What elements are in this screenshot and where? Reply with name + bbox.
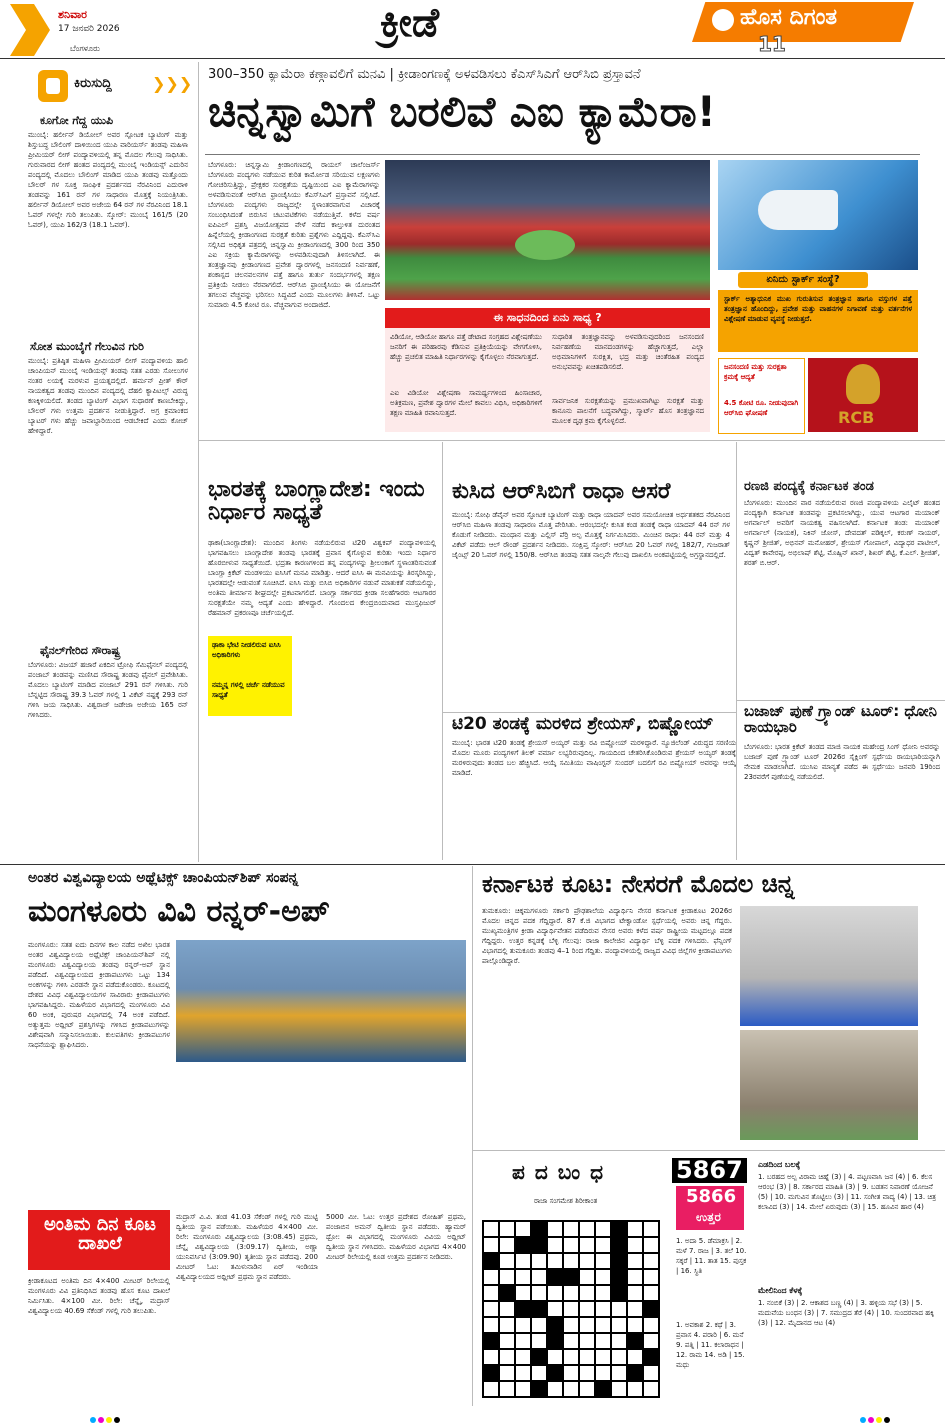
crossword-cell xyxy=(499,1317,515,1333)
crossword-cell xyxy=(499,1269,515,1285)
crossword-cell xyxy=(579,1253,595,1269)
camera-icon xyxy=(758,190,838,230)
masthead-city: ಬೆಂಗಳೂರು xyxy=(70,44,100,53)
lead-body: ಬೆಂಗಳೂರು: ಚಿನ್ನಸ್ವಾಮಿ ಕ್ರೀಡಾಂಗಣದಲ್ಲಿ ರಾಯಲ್ ಚಾಲೆಂಜರ್ಸ್ ಬೆಂಗಳೂರು ಪಂದ್ಯಗಳು ನಡೆಯುವ ಕುರಿತ ಕಾರ್ಮೋಡ ಸರಿಯುವ ಲಕ್ಷಣಗಳು ಗೋಚರಿಸುತ್ತಿದ್ದು, ಪ್ರೇಕ್ಷಕರ ಸುರಕ್ಷತೆಯ ದೃಷ್ಟಿಯಿಂದ ಎಐ ಕ್ಯಾಮೆರಾಗಳನ್ನು ಅಳವಡಿಸುವಂತೆ ಆರ್‌ಸಿಬಿ ಫ್ರಾಂಚೈಸಿಯು ಕೆಎಸ್‌ಸಿಎಗೆ ಪ್ರಸ್ತಾವನೆ ಸಲ್ಲಿಸಿದೆ. ಬೆಂಗಳೂರು ಪಂದ್ಯಗಳು ರಾಜ್ಯದಲ್ಲೇ ಸ್ಥಳಾಂತರವಾಗುವ ವಿಚಾರಕ್ಕೆ ಸಂಬಂಧಿಸಿದಂತೆ ಬಿರುಸಿನ ಚಟುವಟಿಕೆಗಳು ನಡೆಯುತ್ತಿವೆ. ಕಳೆದ ವರ್ಷ ಐಪಿಎಲ್ ಪ್ರಶಸ್ತಿ ವಿಜಯೋತ್ಸವದ ವೇಳೆ ನಡೆದ ಕಾಲ್ತುಳಿತ ದುರಂತದ ಹಿನ್ನೆಲೆಯಲ್ಲಿ ಕ್ರೀಡಾಂಗಣದ ಸುರಕ್ಷತೆ ಕುರಿತು ಪ್ರಶ್ನೆಗಳು ಎದ್ದಿದ್ದವು. ಕೆಎಸ್‌ಸಿಎ ಸಲ್ಲಿಸಿದ ಅಧಿಕೃತ ಪತ್ರದಲ್ಲಿ ಚಿನ್ನಸ್ವಾಮಿ ಕ್ರೀಡಾಂಗಣದಲ್ಲಿ 300 ರಿಂದ 350 ಎಐ ಸಕ್ರಿಯ ಕ್ಯಾಮೆರಾಗಳನ್ನು ಅಳವಡಿಸುವುದಾಗಿ ತಿಳಿಸಲಾಗಿದೆ. ಈ ತಂತ್ರಜ್ಞಾನವು ಕ್ರೀಡಾಂಗಣದ ಪ್ರವೇಶ ದ್ವಾರಗಳಲ್ಲಿ ಜನಸಂದಣಿ ನಿರ್ವಹಣೆ, ಶಂಕಾಸ್ಪದ ಚಲನವಲನಗಳ ಪತ್ತೆ ಹಾಗೂ ತುರ್ತು ಸಂದರ್ಭಗಳಲ್ಲಿ ತಕ್ಷಣ ಪ್ರತಿಕ್ರಿಯೆ ನೀಡಲು ನೆರವಾಗಲಿದೆ. ಆರ್‌ಸಿಬಿ ಫ್ರಾಂಚೈಸಿಯು ಈ ಯೋಜನೆಗೆ ತಗಲುವ ವೆಚ್ಚವನ್ನು ಭರಿಸಲು ಸಿದ್ಧವಿದೆ ಎಂದು ಮೂಲಗಳು ತಿಳಿಸಿವೆ. ಒಟ್ಟು ಸುಮಾರು 4.5 ಕೋಟಿ ರೂ. ವೆಚ್ಚವಾಗುವ ಅಂದಾಜಿದೆ. xyxy=(208,161,380,309)
masthead-day: ಶನಿವಾರ xyxy=(58,8,87,21)
puzzle-title: ಪದಬಂಧ xyxy=(512,1160,614,1184)
masthead-logo-chevron xyxy=(10,4,50,56)
crossword-cell xyxy=(579,1221,595,1237)
crossword-cell xyxy=(611,1269,627,1285)
crossword-cell xyxy=(531,1301,547,1317)
crossword-cell xyxy=(579,1285,595,1301)
crossword-cell xyxy=(531,1317,547,1333)
crossword-cell xyxy=(515,1349,531,1365)
crossword-cell xyxy=(627,1365,643,1381)
crossword-cell xyxy=(611,1221,627,1237)
ai-camera-photo xyxy=(718,160,918,270)
crossword-cell xyxy=(563,1301,579,1317)
ath-body-col2: ಮದ್ರಾಸ್ ವಿ.ವಿ. ತಂಡ 41.03 ಸೆಕೆಂಡ್ ಗಳಲ್ಲಿ ಗುರಿ ಮುಟ್ಟಿ ದ್ವಿತೀಯ ಸ್ಥಾನ ಪಡೆಯಿತು. ಮಹಿಳೆಯರ 4×400 ಮೀ. ರಿಲೇ: ಮಂಗಳೂರು ವಿಶ್ವವಿದ್ಯಾಲಯ (3:08.45) ಪ್ರಥಮ, ಚೆನ್ನೈ ವಿಶ್ವವಿದ್ಯಾಲಯ (3:09.17) ದ್ವಿತೀಯ, ಅಣ್ಣಾ ಯುನಿವರ್ಸಿಟಿ (3:09.90) ತೃತೀಯ ಸ್ಥಾನ ಪಡೆದವು. 200 ಮೀಟರ್ ಓಟ: ತಮಿಳುನಾಡಿನ ಏರ್ ಇಂಡಿಯಾ ವಿಶ್ವವಿದ್ಯಾಲಯದ ಅಥ್ಲೀಟ್ ಪ್ರಥಮ ಸ್ಥಾನ ಪಡೆದರು. xyxy=(176,1213,318,1281)
crossword-cell xyxy=(515,1285,531,1301)
crossword-cell xyxy=(531,1365,547,1381)
crossword-cell xyxy=(531,1285,547,1301)
crossword-cell xyxy=(563,1317,579,1333)
crossword-cell xyxy=(563,1285,579,1301)
crossword-cell xyxy=(627,1301,643,1317)
crossword-cell xyxy=(611,1285,627,1301)
crossword-cell xyxy=(499,1221,515,1237)
crossword-cell xyxy=(611,1333,627,1349)
crossword-cell xyxy=(563,1253,579,1269)
bullet-2: 4.5 ಕೋಟಿ ರೂ. ನೀಡುವುದಾಗಿ ಆರ್‌ಸಿಬಿ ಘೋಷಣೆ xyxy=(724,399,799,417)
crossword-cell xyxy=(547,1237,563,1253)
crossword-cell xyxy=(483,1237,499,1253)
crossword-cell xyxy=(531,1381,547,1397)
crossword-cell xyxy=(595,1221,611,1237)
dhoni-body: ಬೆಂಗಳೂರು: ಭಾರತ ಕ್ರಿಕೆಟ್ ತಂಡದ ಮಾಜಿ ನಾಯಕ ಮಹೇಂದ್ರ ಸಿಂಗ್ ಧೋನಿ ಅವರನ್ನು ಬಜಾಜ್ ಪುಣೆ ಗ್ರ್ಯಾಂಡ್ ಟೂರ್ 2026ರ ಸೈಕ್ಲಿಂಗ್ ಸ್ಪರ್ಧೆಯ ರಾಯಭಾರಿಯನ್ನಾಗಿ ನೇಮಕ ಮಾಡಲಾಗಿದೆ. ಯುಸಿಐ ಮಾನ್ಯತೆ ಪಡೆದ ಈ ಸ್ಪರ್ಧೆಯು ಜನವರಿ 19ರಿಂದ 23ರವರೆಗೆ ಪುಣೆಯಲ್ಲಿ ನಡೆಯಲಿದೆ. xyxy=(744,743,940,781)
crossword-cell xyxy=(499,1285,515,1301)
ath-headline: ಮಂಗಳೂರು ವಿವಿ ರನ್ನರ್-ಅಪ್ xyxy=(28,894,330,929)
kiru-story-2-title: ಸೋತ ಮುಂಬೈಗೆ ಗೆಲುವಿನ ಗುರಿ xyxy=(30,340,144,353)
stark-title: ಏನಿದು ಸ್ಟಾರ್ಕ್ ಸಂಸ್ಥೆ? xyxy=(738,272,868,288)
crossword-cell xyxy=(547,1349,563,1365)
kiru-story-2-body: ಮುಂಬೈ: ಪ್ರತಿಷ್ಠಿತ ಮಹಿಳಾ ಪ್ರೀಮಿಯರ್ ಲೀಗ್ ಪಂದ್ಯಾವಳಿಯ ಹಾಲಿ ಚಾಂಪಿಯನ್ ಮುಂಬೈ ಇಂಡಿಯನ್ಸ್ ತಂಡವು ಸತತ ಎರಡು ಸೋಲುಗಳ ನಂತರ ಲಯಕ್ಕೆ ಮರಳುವ ಪ್ರಯತ್ನದಲ್ಲಿದೆ. ಹರ್ಮನ್ ಪ್ರೀತ್ ಕೌರ್ ನಾಯಕತ್ವದ ತಂಡವು ಮುಂದಿನ ಪಂದ್ಯದಲ್ಲಿ ದೆಹಲಿ ಕ್ಯಾಪಿಟಲ್ಸ್ ವಿರುದ್ಧ ಕಣಕ್ಕಿಳಿಯಲಿದೆ. ತಂಡದ ಬ್ಯಾಟಿಂಗ್ ವಿಭಾಗ ಸುಧಾರಣೆ ಕಾಣಬೇಕಿದ್ದು, ಬೌಲರ್ ಗಳು ಉತ್ತಮ ಪ್ರದರ್ಶನ ನೀಡುತ್ತಿದ್ದಾರೆ. ಅಗ್ರ ಕ್ರಮಾಂಕದ ಬ್ಯಾಟರ್ ಗಳು ಹೆಚ್ಚು ಜವಾಬ್ದಾರಿಯಿಂದ ಆಡಬೇಕಿದೆ ಎಂದು ಕೋಚ್ ಹೇಳಿದ್ದಾರೆ. xyxy=(28,357,188,435)
crossword-cell xyxy=(595,1349,611,1365)
crossword-cell xyxy=(579,1333,595,1349)
stark-body: ಸ್ಟಾರ್ಕ್ ಅತ್ಯಾಧುನಿಕ ಮುಖ ಗುರುತಿಸುವ ತಂತ್ರಜ್ಞಾನ ಹಾಗೂ ವಸ್ತುಗಳ ಪತ್ತೆ ತಂತ್ರಜ್ಞಾನ ಹೊಂದಿದ್ದು, ಪ್ರವೇಶ ಮತ್ತು ವಾಹನಗಳ ನಿಗಾವಣೆ ಮತ್ತು ವರ್ತನೆಗಳ ವಿಶ್ಲೇಷಣೆ ಮಾಡುವ ವ್ಯವಸ್ಥೆ ನೀಡುತ್ತದೆ. xyxy=(724,295,912,323)
crossword-cell xyxy=(627,1285,643,1301)
crossword-cell xyxy=(627,1317,643,1333)
ban-box-2: ನಮ್ಮನ್ನ ಗಳಲ್ಲಿ ಚರ್ಚೆ ನಡೆಯುವ ಸಾಧ್ಯತೆ xyxy=(212,681,285,699)
crossword-cell xyxy=(595,1301,611,1317)
crossword-cell xyxy=(627,1349,643,1365)
dhoni-headline: ಬಜಾಜ್ ಪುಣೆ ಗ್ರ್ಯಾಂಡ್ ಟೂರ್: ಧೋನಿ ರಾಯಭಾರಿ xyxy=(744,702,937,736)
crossword-cell xyxy=(579,1301,595,1317)
crossword-cell xyxy=(547,1365,563,1381)
crossword-cell xyxy=(627,1269,643,1285)
crossword-cell xyxy=(547,1333,563,1349)
crossword-cell xyxy=(515,1317,531,1333)
info-title: ಈ ಸಾಧನದಿಂದ ಏನು ಸಾಧ್ಯ ? xyxy=(385,308,710,328)
crossword-cell xyxy=(515,1381,531,1397)
crossword-cell xyxy=(595,1333,611,1349)
crossword-cell xyxy=(611,1381,627,1397)
rcb-body: ಮುಂಬೈ: ಸೋಫಿ ಡೆವೈನ್ ಅವರ ಸ್ಫೋಟಕ ಬ್ಯಾಟಿಂಗ್ ಮತ್ತು ರಾಧಾ ಯಾದವ್ ಅವರ ಸಮಯೋಚಿತ ಅರ್ಧಶತಕದ ನೆರವಿನಿಂದ ಆರ್‌ಸಿಬಿ ಮಹಿಳಾ ತಂಡವು ಸಾಧಾರಣ ಮೊತ್ತ ಪೇರಿಸಿತು. ಆರಂಭದಲ್ಲೇ ಕುಸಿತ ಕಂಡ ತಂಡಕ್ಕೆ ರಾಧಾ ಯಾದವ್ 44 ರನ್ ಗಳ ಕೊಡುಗೆ ನೀಡಿದರು. ಮಂಧಾನ ಮತ್ತು ಎಲ್ಲಿಸ್ ಪೆರ್ರಿ ಅಲ್ಪ ಮೊತ್ತಕ್ಕೆ ನಿರ್ಗಮಿಸಿದರು. ಮಿಂಚಿನ ರಾಧಾ: 44 ರನ್ ಮತ್ತು 4 ವಿಕೆಟ್ ಪಡೆದು ಆಲ್ ರೌಂಡ್ ಪ್ರದರ್ಶನ ನೀಡಿದರು. ಸಂಕ್ಷಿಪ್ತ ಸ್ಕೋರ್: ಆರ್‌ಸಿಬಿ 20 ಓವರ್ ಗಳಲ್ಲಿ 182/7, ಗುಜರಾತ್ ಜೈಂಟ್ಸ್ 20 ಓವರ್ ಗಳಲ್ಲಿ 150/8. ಆರ್‌ಸಿಬಿ ತಂಡವು ಸತತ ನಾಲ್ಕನೇ ಗೆಲುವು ದಾಖಲಿಸಿ ಅಂಕಪಟ್ಟಿಯಲ್ಲಿ ಅಗ್ರಸ್ಥಾನದಲ್ಲಿದೆ. xyxy=(452,511,730,559)
crossword-cell xyxy=(643,1301,659,1317)
prev-number: 5866 xyxy=(686,1186,737,1207)
crossword-cell xyxy=(547,1269,563,1285)
athletes-group-photo xyxy=(176,940,466,1062)
crossword-grid xyxy=(482,1220,660,1398)
ban-headline: ಭಾರತಕ್ಕೆ ಬಾಂಗ್ಲಾದೇಶ: ಇಂದು ನಿರ್ಧಾರ ಸಾಧ್ಯತೆ xyxy=(208,477,425,526)
answer-across: 1. ಅವಕಾಶ 2. ಕಥೆ | 3. ಪ್ರವಾಸ 4. ಪರಾರಿ | 6. ಮನೆ 9. ಪತ್ನಿ | 11. ಕಲಾರಾಧನ | 12. ರಾಮ 14. ಅಡಿ | 15. ಮಧು xyxy=(676,1321,745,1369)
kiru-story-3-body: ಬೆಂಗಳೂರು: ವಿಜಯ್ ಹಜಾರೆ ಏಕದಿನ ಟ್ರೋಫಿ ಸೆಮಿಫೈನಲ್ ಪಂದ್ಯದಲ್ಲಿ ಪಂಜಾಬ್ ತಂಡವನ್ನು ಮಣಿಸಿದ ಸೌರಾಷ್ಟ್ರ ತಂಡವು ಫೈನಲ್ ಪ್ರವೇಶಿಸಿತು. ಮೊದಲು ಬ್ಯಾಟಿಂಗ್ ಮಾಡಿದ ಪಂಜಾಬ್ 291 ರನ್ ಗಳಿಸಿತು. ಗುರಿ ಬೆನ್ನಟ್ಟಿದ ಸೌರಾಷ್ಟ್ರ 39.3 ಓವರ್ ಗಳಲ್ಲಿ 1 ವಿಕೆಟ್ ನಷ್ಟಕ್ಕೆ 293 ರನ್ ಗಳಿಸಿ ಜಯ ಸಾಧಿಸಿತು. ವಿಶ್ವರಾಜ್ ಜಡೇಜಾ ಅಜೇಯ 165 ರನ್ ಗಳಿಸಿದರು. xyxy=(28,661,188,719)
crossword-cell xyxy=(531,1349,547,1365)
crossword-cell xyxy=(611,1253,627,1269)
crossword-cell xyxy=(483,1333,499,1349)
crossword-cell xyxy=(643,1285,659,1301)
crossword-cell xyxy=(531,1237,547,1253)
crossword-cell xyxy=(611,1301,627,1317)
crossword-cell xyxy=(483,1253,499,1269)
crossword-cell xyxy=(547,1301,563,1317)
masthead-date: 17 ಜನವರಿ 2026 xyxy=(58,24,120,34)
crossword-cell xyxy=(563,1333,579,1349)
stadium-photo xyxy=(385,160,710,300)
kiru-story-1-title: ಕೂಗೋ ಗೆದ್ದ ಯುಪಿ xyxy=(40,114,114,127)
kiru-story-1-body: ಮುಂಬೈ: ಹರ್ಲೀನ್ ಡಿಯೋಲ್ ಅವರ ಸ್ಪೋಟಕ ಬ್ಯಾಟಿಂಗ್ ಮತ್ತು ಶಿಸ್ತುಬದ್ಧ ಬೌಲಿಂಗ್ ದಾಳಿಯಿಂದ ಯುಪಿ ವಾರಿಯರ್ಸ್ ತಂಡವು ಮಹಿಳಾ ಪ್ರೀಮಿಯರ್ ಲೀಗ್ ಪಂದ್ಯಾವಳಿಯಲ್ಲಿ ತನ್ನ ಮೊದಲ ಗೆಲುವು ಸಾಧಿಸಿತು. ಗುರುವಾರದ ಲೀಗ್ ಹಂತದ ಪಂದ್ಯದಲ್ಲಿ ಮುಂಬೈ ಇಂಡಿಯನ್ಸ್ ಎದುರಿನ ಪಂದ್ಯದಲ್ಲಿ ಮೊದಲು ಬೌಲಿಂಗ್ ಮಾಡಿದ ಯುಪಿ ತಂಡವು ಮತ್ತೊಂದು ಬೌಲರ್ ಗಳ ಸೂಕ್ತ ಸಾಂಘಿಕ ಪ್ರದರ್ಶನದ ನೆರವಿನಿಂದ ಎದುರಾಳಿ ತಂಡವನ್ನು 161 ರನ್ ಗಳ ಸಾಧಾರಣ ಮೊತ್ತಕ್ಕೆ ನಿಯಂತ್ರಿಸಿತು. ಹರ್ಲೀನ್ ಡಿಯೋಲ್ ಅವರ ಅಜೇಯ 64 ರನ್ ಗಳ ನೆರವಿನಿಂದ 18.1 ಓವರ್ ಗಳಲ್ಲೇ ಗುರಿ ತಲುಪಿತು. ಸ್ಕೋರ್: ಮುಂಬೈ 161/5 (20 ಓವರ್), ಯುಪಿ 162/3 (18.1 ಓವರ್). xyxy=(28,131,188,229)
crossword-cell xyxy=(611,1237,627,1253)
crossword-cell xyxy=(627,1221,643,1237)
crossword-cell xyxy=(483,1301,499,1317)
across-clues-title: ಮೇಲಿನಿಂದ ಕೆಳಕ್ಕೆ xyxy=(758,1286,803,1295)
crossword-cell xyxy=(563,1349,579,1365)
crossword-cell xyxy=(643,1349,659,1365)
crossword-cell xyxy=(499,1301,515,1317)
ath-body-col3: 5000 ಮೀ. ಓಟ: ಉತ್ತರ ಪ್ರದೇಶದ ರೋಹಿತ್ ಪ್ರಥಮ, ಪಂಜಾಬಿನ ಅಮನ್ ದ್ವಿತೀಯ ಸ್ಥಾನ ಪಡೆದರು. ಹ್ಯಾಮರ್ ಥ್ರೋ: ಈ ವಿಭಾಗದಲ್ಲಿ ಮಂಗಳೂರು ವಿವಿಯ ಅಥ್ಲೀಟ್ ದ್ವಿತೀಯ ಸ್ಥಾನ ಗಳಿಸಿದರು. ಮಹಿಳೆಯರ ವಿಭಾಗದ 4×400 ಮೀಟರ್ ರಿಲೇಯಲ್ಲಿ ಕೂಡ ಉತ್ತಮ ಪ್ರದರ್ಶನ ನೀಡಿದರು. xyxy=(326,1213,466,1261)
crossword-cell xyxy=(531,1269,547,1285)
crossword-cell xyxy=(499,1333,515,1349)
crossword-cell xyxy=(579,1237,595,1253)
info-point-3: ಎಐ ವಿಡಿಯೋ ವಿಶ್ಲೇಷಣಾ ಸಾಮರ್ಥ್ಯಗಳಿಂದ ಹಿಂಸಾಚಾರ, ಅತಿಕ್ರಮಣ, ಪ್ರವೇಶ ದ್ವಾರಗಳ ಮೇಲೆ ಕಾವಲು ವಿಧಿಸಿ, ಅಧಿಕಾರಿಗಳಿಗೆ ತಕ್ಷಣ ಮಾಹಿತಿ ರವಾನಿಸುತ್ತದೆ. xyxy=(390,389,542,417)
crossword-cell xyxy=(515,1333,531,1349)
crossword-cell xyxy=(627,1333,643,1349)
crossword-cell xyxy=(483,1269,499,1285)
crossword-cell xyxy=(483,1365,499,1381)
page-number: 11 xyxy=(758,32,786,56)
fencing-photo xyxy=(740,1030,918,1140)
crossword-cell xyxy=(563,1381,579,1397)
print-marks xyxy=(90,1408,122,1427)
crossword-cell xyxy=(579,1317,595,1333)
crossword-cell xyxy=(611,1365,627,1381)
stadium-pitch xyxy=(515,230,575,260)
crossword-cell xyxy=(499,1237,515,1253)
kg-headline: ಕರ್ನಾಟಕ ಕೂಟ: ನೇಸರಗೆ ಮೊದಲ ಚಿನ್ನ xyxy=(482,870,795,898)
crossword-cell xyxy=(579,1269,595,1285)
down-clues-title: ಎಡದಿಂದ ಬಲಕ್ಕೆ xyxy=(758,1160,801,1169)
crossword-cell xyxy=(595,1253,611,1269)
info-point-2: ಸುಧಾರಿತ ತಂತ್ರಜ್ಞಾನವನ್ನು ಅಳವಡಿಸುವುದರಿಂದ ಜನಸಂದಣಿ ನಿರ್ವಹಣೆಯ ಮಾನದಂಡಗಳನ್ನು ಹೆಚ್ಚಾಗುತ್ತದೆ, ಎಲ್ಲಾ ಅಭಿಮಾನಿಗಳಿಗೆ ಸುರಕ್ಷಿತ, ಭದ್ರ ಮತ್ತು ಚಿಂತೆರಹಿತ ಪಂದ್ಯದ ಅನುಭವವನ್ನು ಖಚಿತಪಡಿಸಲಿದೆ. xyxy=(552,333,704,371)
crossword-cell xyxy=(595,1365,611,1381)
kiru-label: ಕಿರುಸುದ್ದಿ xyxy=(74,76,112,91)
paper-name: ಹೊಸ ದಿಗಂತ xyxy=(740,5,838,30)
rcb-lion-icon xyxy=(846,364,880,404)
hand-icon xyxy=(46,78,60,94)
crossword-cell xyxy=(563,1365,579,1381)
kg-body: ತುಮಕೂರು: ಚಿಕ್ಕಮಗಳೂರು ಸರ್ಕಾರಿ ಪ್ರೌಢಶಾಲೆಯ ವಿದ್ಯಾರ್ಥಿನಿ ನೇಸರ ಕರ್ನಾಟಕ ಕ್ರೀಡಾಕೂಟ 2026ರ ಮೊದಲ ಚಿನ್ನದ ಪದಕ ಗೆದ್ದಿದ್ದಾರೆ. 87 ಕೆ.ಜಿ ವಿಭಾಗದ ಟೇಕ್ವಾಂಡೋ ಸ್ಪರ್ಧೆಯಲ್ಲಿ ಅವರು ಚಿನ್ನ ಗೆದ್ದರು. ಮುಖ್ಯಮಂತ್ರಿಗಳ ಕ್ರೀಡಾ ವಿದ್ಯಾರ್ಥಿವೇತನ ಪಡೆದಿರುವ ನೇಸರ ಅವರು ಕಳೆದ ವರ್ಷ ರಾಷ್ಟ್ರೀಯ ಮಟ್ಟದಲ್ಲೂ ಪದಕ ಗೆದ್ದಿದ್ದರು. ಉತ್ತರ ಕನ್ನಡಕ್ಕೆ ಬೆಳ್ಳಿ ಗೆಲುವು: ರಾಜಾ ಕಾಲೇಜಿನ ವಿದ್ಯಾರ್ಥಿ ಬೆಳ್ಳಿ ಪದಕ ಗಳಿಸಿದರು. ಫೆನ್ಸಿಂಗ್ ವಿಭಾಗದಲ್ಲಿ ತುಮಕೂರು ತಂಡವು 4–1 ರಿಂದ ಗೆದ್ದಿತು. ಪಂದ್ಯಾವಳಿಯಲ್ಲಿ ರಾಜ್ಯದ ವಿವಿಧ ಜಿಲ್ಲೆಗಳ ಕ್ರೀಡಾಪಟುಗಳು ಪಾಲ್ಗೊಂಡಿದ್ದಾರೆ. xyxy=(482,907,732,965)
answer-down: 1. ಅದಾ 5. ಡೆಮಾಕ್ರಸಿ | 2. ಮಳೆ 7. ರಾಜ | 3. ತಲೆ 10. ಸಕ್ಕರೆ | 11. ತಾತ 15. ಪುಸ್ತಕ | 16. ಸ್ಥಿತಿ xyxy=(676,1237,747,1275)
crossword-cell xyxy=(483,1381,499,1397)
ranaji-headline: ರಣಜಿ ಪಂದ್ಯಕ್ಕೆ ಕರ್ನಾಟಕ ತಂಡ xyxy=(744,479,874,494)
crossword-cell xyxy=(579,1381,595,1397)
crossword-cell xyxy=(643,1381,659,1397)
crossword-cell xyxy=(595,1285,611,1301)
crossword-cell xyxy=(547,1221,563,1237)
ath-body-col1: ಮಂಗಳೂರು: ಸತತ ಐದು ದಿನಗಳ ಕಾಲ ನಡೆದ ಅಖಿಲ ಭಾರತ ಅಂತರ ವಿಶ್ವವಿದ್ಯಾಲಯ ಅಥ್ಲೆಟಿಕ್ಸ್ ಚಾಂಪಿಯನ್‌ಶಿಪ್ ನಲ್ಲಿ ಮಂಗಳೂರು ವಿಶ್ವವಿದ್ಯಾಲಯ ತಂಡವು ರನ್ನರ್-ಅಪ್ ಸ್ಥಾನ ಪಡೆದಿದೆ. ವಿಶ್ವವಿದ್ಯಾಲಯದ ಕ್ರೀಡಾಪಟುಗಳು ಒಟ್ಟು 134 ಅಂಕಗಳನ್ನು ಗಳಿಸಿ ಎರಡನೇ ಸ್ಥಾನ ಪಡೆದುಕೊಂಡರು. ಕೂಟದಲ್ಲಿ ದೇಶದ ವಿವಿಧ ವಿಶ್ವವಿದ್ಯಾಲಯಗಳ ಸಾವಿರಾರು ಕ್ರೀಡಾಪಟುಗಳು ಭಾಗವಹಿಸಿದ್ದರು. ಮಹಿಳೆಯರ ವಿಭಾಗದಲ್ಲಿ ಮಂಗಳೂರು ವಿವಿ 60 ಅಂಕ, ಪುರುಷರ ವಿಭಾಗದಲ್ಲಿ 74 ಅಂಕ ಪಡೆದಿದೆ. ಅತ್ಯುತ್ತಮ ಅಥ್ಲೀಟ್ ಪ್ರಶಸ್ತಿಗಳನ್ನು ಗಳಿಸಿದ ಕ್ರೀಡಾಪಟುಗಳನ್ನು ವಿಶೇಷವಾಗಿ ಸನ್ಮಾನಿಸಲಾಯಿತು. ಕುಲಪತಿಗಳು ಕ್ರೀಡಾಪಟುಗಳ ಸಾಧನೆಯನ್ನು ಶ್ಲಾಘಿಸಿದರು. xyxy=(28,941,170,1049)
crossword-cell xyxy=(611,1317,627,1333)
shreyas-body: ಮುಂಬೈ: ಭಾರತ ಟಿ20 ತಂಡಕ್ಕೆ ಶ್ರೇಯಸ್ ಅಯ್ಯರ್ ಮತ್ತು ರವಿ ಬಿಷ್ಣೋಯ್ ಮರಳಿದ್ದಾರೆ. ನ್ಯೂಜಿಲೆಂಡ್ ವಿರುದ್ಧದ ಸರಣಿಯ ಮೊದಲ ಮೂರು ಪಂದ್ಯಗಳಿಗೆ ತಿಲಕ್ ವರ್ಮಾ ಲಭ್ಯರಿರುವುದಿಲ್ಲ. ಗಾಯದಿಂದ ಚೇತರಿಸಿಕೊಂಡಿರುವ ಶ್ರೇಯಸ್ ಅಯ್ಯರ್ ತಂಡಕ್ಕೆ ಮರಳಿರುವುದು ತಂಡದ ಬಲ ಹೆಚ್ಚಿಸಿದೆ. ಆಯ್ಕೆ ಸಮಿತಿಯು ವಾಷಿಂಗ್ಟನ್ ಸುಂದರ್ ಬದಲಿಗೆ ರವಿ ಬಿಷ್ಣೋಯ್ ಅವರನ್ನು ಆಯ್ಕೆ ಮಾಡಿದೆ. xyxy=(452,739,736,777)
ban-body: ಢಾಕಾ(ಬಾಂಗ್ಲಾದೇಶ): ಮುಂದಿನ ತಿಂಗಳು ನಡೆಯಲಿರುವ ಟಿ20 ವಿಶ್ವಕಪ್ ಪಂದ್ಯಾವಳಿಯಲ್ಲಿ ಭಾಗವಹಿಸಲು ಬಾಂಗ್ಲಾದೇಶ ತಂಡವು ಭಾರತಕ್ಕೆ ಪ್ರವಾಸ ಕೈಗೊಳ್ಳುವ ಕುರಿತು ಇಂದು ನಿರ್ಧಾರ ಹೊರಬೀಳುವ ಸಾಧ್ಯತೆಯಿದೆ. ಭದ್ರತಾ ಕಾರಣಗಳಿಂದ ತನ್ನ ಪಂದ್ಯಗಳನ್ನು ಶ್ರೀಲಂಕಾಗೆ ಸ್ಥಳಾಂತರಿಸುವಂತೆ ಬಾಂಗ್ಲಾ ಕ್ರಿಕೆಟ್ ಮಂಡಳಿಯು ಐಸಿಸಿಗೆ ಮನವಿ ಮಾಡಿತ್ತು. ಆದರೆ ಐಸಿಸಿ ಈ ಮನವಿಯನ್ನು ತಿರಸ್ಕರಿಸಿದ್ದು, ಭಾರತದಲ್ಲೇ ಆಡುವಂತೆ ಸೂಚಿಸಿದೆ. ಐಸಿಸಿ ಮತ್ತು ಬಿಸಿಬಿ ಅಧಿಕಾರಿಗಳ ನಡುವೆ ಮಾತುಕತೆ ನಡೆಯಲಿದ್ದು, ಅಂತಿಮ ತೀರ್ಮಾನ ಶೀಘ್ರದಲ್ಲೇ ಪ್ರಕಟವಾಗಲಿದೆ. ಬಾಂಗ್ಲಾ ಸರ್ಕಾರದ ಕ್ರೀಡಾ ಸಲಹೆಗಾರರು ಆಟಗಾರರ ಸುರಕ್ಷತೆಯೇ ನಮ್ಮ ಆದ್ಯತೆ ಎಂದು ಹೇಳಿದ್ದಾರೆ. ಗೊಂದಲದ ಕೇಂದ್ರಬಿಂದುವಾದ ಮುಸ್ತಫಿಜುರ್ ರೆಹಮಾನ್ ಪ್ರಕರಣವೂ ಚರ್ಚೆಯಲ್ಲಿದೆ. xyxy=(208,539,436,617)
crossword-cell xyxy=(595,1381,611,1397)
crossword-cell xyxy=(579,1349,595,1365)
crossword-cell xyxy=(643,1333,659,1349)
rcb-logo xyxy=(808,358,918,432)
crossword-cell xyxy=(531,1333,547,1349)
info-point-4: ಸಾರ್ವಜನಿಕ ಸುರಕ್ಷತೆಯನ್ನು ಪ್ರಮುಖವಾಗಿಟ್ಟು ಸುರಕ್ಷತೆ ಮತ್ತು ಕಾನೂನು ಪಾಲನೆಗೆ ಬದ್ಧವಾಗಿದ್ದು, ಸ್ಮಾರ್ಟ್ ಹೊಸ ತಂತ್ರಜ್ಞಾನದ ಮೂಲಕ ದೃಢ ಕ್ರಮ ಕೈಗೊಳ್ಳಲಿದೆ. xyxy=(552,397,704,425)
crossword-cell xyxy=(483,1221,499,1237)
crossword-cell xyxy=(595,1269,611,1285)
ath-kicker: ಅಂತರ ವಿಶ್ವವಿದ್ಯಾಲಯ ಅಥ್ಲೆಟಿಕ್ಸ್ ಚಾಂಪಿಯನ್‌ಶಿಪ್ ಸಂಪನ್ನ xyxy=(28,870,299,886)
crossword-cell xyxy=(547,1285,563,1301)
crossword-cell xyxy=(499,1365,515,1381)
bullet-1: ಜನಸಂದಣಿ ಮತ್ತು ಸುರಕ್ಷತಾ ಕ್ರಮಕ್ಕೆ ಆದ್ಯತೆ xyxy=(724,363,787,381)
crossword-cell xyxy=(515,1253,531,1269)
crossword-cell xyxy=(483,1349,499,1365)
crossword-cell xyxy=(547,1381,563,1397)
section-title: ಕ್ರೀಡೆ xyxy=(380,0,439,46)
crossword-cell xyxy=(515,1365,531,1381)
prev-label: ಉತ್ತರ xyxy=(696,1210,721,1224)
crossword-cell xyxy=(627,1253,643,1269)
ath-last-day-body: ಕ್ರೀಡಾಕೂಟದ ಅಂತಿಮ ದಿನ 4×400 ಮೀಟರ್ ರಿಲೇಯಲ್ಲಿ ಮಂಗಳೂರು ವಿವಿ ಪ್ರತಿನಿಧಿಸಿದ ತಂಡವು ಹೊಸ ಕೂಟ ದಾಖಲೆ ನಿರ್ಮಿಸಿತು. 4×100 ಮೀ. ರಿಲೇ: ಚೆನ್ನೈ, ಮದ್ರಾಸ್ ವಿಶ್ವವಿದ್ಯಾಲಯ 40.69 ಸೆಕೆಂಡ್ ಗಳಲ್ಲಿ ಗುರಿ ತಲುಪಿತು. xyxy=(28,1277,170,1315)
across-clues: 1. ನಂಬಿಕೆ (3) | 2. ಆಕಾಶದ ಬಣ್ಣ (4) | 3. ಹಳ್ಳಿಯ ಸಭೆ (3) | 5. ಮದುವೆಯ ಬಂಧನ (3) | 7. ಸಮುದ್ರದ ತೆರೆ (4) | 10. ಸುಂದರವಾದ ಹಕ್ಕಿ (3) | 12. ಮೈದಾನದ ಆಟ (4) xyxy=(758,1299,935,1327)
crossword-cell xyxy=(643,1237,659,1253)
crossword-cell xyxy=(595,1317,611,1333)
crossword-cell xyxy=(547,1317,563,1333)
ranaji-body: ಬೆಂಗಳೂರು: ಮುಂದಿನ ವಾರ ನಡೆಯಲಿರುವ ರಣಜಿ ಪಂದ್ಯಾವಳಿಯ ಎಲೈಟ್ ಹಂತದ ಪಂದ್ಯಕ್ಕಾಗಿ ಕರ್ನಾಟಕ ತಂಡವನ್ನು ಪ್ರಕಟಿಸಲಾಗಿದ್ದು, ಯುವ ಆಟಗಾರ ಮಯಾಂಕ್ ಅಗರ್ವಾಲ್ ಅವರಿಗೆ ನಾಯಕತ್ವ ವಹಿಸಲಾಗಿದೆ. ಕರ್ನಾಟಕ ತಂಡ: ಮಯಾಂಕ್ ಅಗರ್ವಾಲ್ (ನಾಯಕ), ನಿಕಿನ್ ಜೋಸ್, ದೇವದತ್ ಪಡಿಕ್ಕಲ್, ಕರುಣ್ ನಾಯರ್, ಕೃಷ್ಣನ್ ಶ್ರೀಜಿತ್, ಅಭಿನವ್ ಮನೋಹರ್, ಶ್ರೇಯಸ್ ಗೋಪಾಲ್, ವಿದ್ಯಾಧರ ಪಾಟೀಲ್, ವಿದ್ವತ್ ಕಾವೇರಪ್ಪ, ಅಭಿಲಾಷ್ ಶೆಟ್ಟಿ, ಮೊಹ್ಸಿನ್ ಖಾನ್, ಶಿಖರ್ ಶೆಟ್ಟಿ, ಕೆ.ಎಲ್. ಶ್ರೀಜಿತ್, ಶರತ್ ಬಿ.ಆರ್. xyxy=(744,499,940,567)
chevrons-icon: ❯❯❯ xyxy=(152,74,193,93)
shreyas-headline: ಟಿ20 ತಂಡಕ್ಕೆ ಮರಳಿದ ಶ್ರೇಯಸ್, ಬಿಷ್ಣೋಯ್ xyxy=(452,714,714,734)
crossword-cell xyxy=(547,1253,563,1269)
crossword-cell xyxy=(643,1253,659,1269)
crossword-cell xyxy=(579,1365,595,1381)
crossword-cell xyxy=(531,1221,547,1237)
puzzle-author: ರಾಜಾ ಸಂಗಮೇಶ ಶಿರೀಕಾಂತ xyxy=(534,1197,598,1205)
crossword-cell xyxy=(627,1381,643,1397)
crossword-cell xyxy=(483,1285,499,1301)
info-point-1: ವಿಡಿಯೋ, ಆಡಿಯೋ ಹಾಗೂ ಪತ್ತೆ ಡೇಟಾದ ಸಂಗ್ರಹದ ವಿಶ್ಲೇಷಣೆಯು ಜನರಿಗೆ ಈ ಪರಿಹಾರವು ಕೆಡಿಸುವ ಪ್ರತಿಕ್ರಿಯೆಯನ್ನು ವೇಗಗೊಳಿಸಿ, ಹೆಚ್ಚು ಪ್ರಚಲಿತ ಮಾಹಿತಿ ನಿರ್ಧಾರಗಳನ್ನು ಕೈಗೊಳ್ಳಲು ನೆರವಾಗುತ್ತದೆ. xyxy=(390,333,542,361)
lead-headline: ಚಿನ್ನಸ್ವಾಮಿಗೆ ಬರಲಿವೆ ಎಐ ಕ್ಯಾಮೆರಾ! xyxy=(208,87,716,136)
crossword-cell xyxy=(643,1317,659,1333)
lead-kicker: 300–350 ಕ್ಯಾಮೆರಾ ಕಣ್ಗಾವಲಿಗೆ ಮನವಿ | ಕ್ರೀಡಾಂಗಣಕ್ಕೆ ಅಳವಡಿಸಲು ಕೆಎಸ್‌ಸಿಎಗೆ ಆರ್‌ಸಿಬಿ ಪ್ರಸ್ತಾವನೆ xyxy=(208,67,641,82)
rcb-text: RCB xyxy=(838,408,875,427)
crossword-cell xyxy=(643,1221,659,1237)
crossword-cell xyxy=(595,1237,611,1253)
ath-last-day-title: ಅಂತಿಮ ದಿನ ಕೂಟ ದಾಖಲೆ xyxy=(43,1214,156,1254)
taekwondo-photo xyxy=(740,906,918,1026)
crossword-cell xyxy=(643,1269,659,1285)
crossword-cell xyxy=(563,1221,579,1237)
down-clues: 1. ಬರಹದ ಅಲ್ಪ ವಿರಾಮ ಚಿಹ್ನೆ (3) | 4. ಪಟ್ಟಣವಾಸಿ ಜನ (4) | 6. ಕೆಲಸ ಆರಂಭ (3) | 8. ಸರ್ಕಾರದ ಮಾಹಿತಿ (3) | 9. ಬಡತನ ನಿವಾರಣೆ ಯೋಜನೆ (5) | 10. ಮಗುವಿನ ತೊಟ್ಟಿಲು (3) | 11. ಸಂಗೀತ ವಾದ್ಯ (4) | 13. ಚಿತ್ರ ಕಲಾವಿದ (3) | 14. ಮೇಲೆ ಏರುವುದು (3) | 15. ಹೂವಿನ ಹಾರ (4) xyxy=(758,1173,937,1211)
crossword-cell xyxy=(627,1237,643,1253)
crossword-cell xyxy=(483,1317,499,1333)
crossword-cell xyxy=(499,1253,515,1269)
crossword-cell xyxy=(499,1349,515,1365)
crossword-cell xyxy=(499,1381,515,1397)
crossword-cell xyxy=(515,1269,531,1285)
crossword-cell xyxy=(611,1349,627,1365)
kiru-story-3-title: ಫೈನಲ್‌ಗೇರಿದ ಸೌರಾಷ್ಟ್ರ xyxy=(40,644,120,657)
crossword-cell xyxy=(515,1301,531,1317)
crossword-cell xyxy=(515,1221,531,1237)
ban-box-1: ಢಾಕಾ ಭೇಟಿ ನೀಡಲಿರುವ ಐಸಿಸಿ ಅಧಿಕಾರಿಗಳು xyxy=(212,641,281,659)
print-marks xyxy=(860,1408,892,1427)
crossword-cell xyxy=(563,1237,579,1253)
rcb-headline: ಕುಸಿದ ಆರ್‌ಸಿಬಿಗೆ ರಾಧಾ ಆಸರೆ xyxy=(452,479,671,504)
crossword-cell xyxy=(643,1365,659,1381)
crossword-cell xyxy=(563,1269,579,1285)
crossword-cell xyxy=(515,1237,531,1253)
puzzle-number: 5867 xyxy=(672,1158,747,1183)
crossword-cell xyxy=(531,1253,547,1269)
sun-icon xyxy=(712,9,734,31)
